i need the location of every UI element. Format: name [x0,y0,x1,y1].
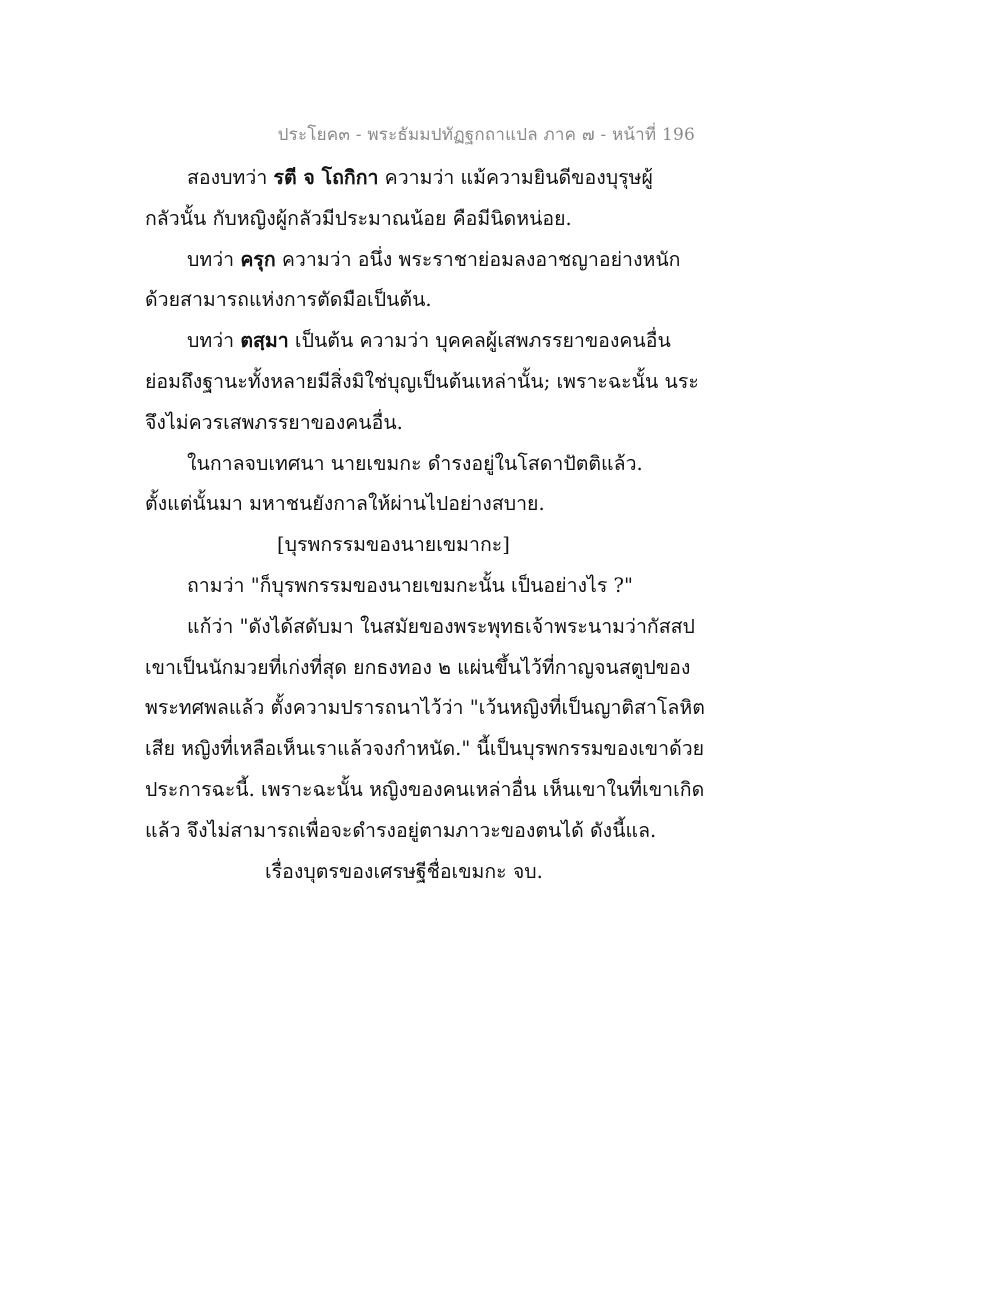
paragraph-3-line-2: ย่อมถึงฐานะทั้งหลายมีสิ่งมิใช่บุญเป็นต้นเหล่านั้น; เพราะฉะนั้น นระ [145,369,699,393]
paragraph-1-line-1 [145,158,705,199]
paragraph-6-line-4: เสีย หญิงที่เหลือเห็นเราแล้วจงกำหนัด." นี้เป็นบุรพกรรมของเขาด้วย [145,737,705,761]
section-heading: [บุรพกรรมของนายเขมากะ] [277,533,510,557]
paragraph-5-line-1: ถามว่า "ก็บุรพกรรมของนายเขมกะนั้น เป็นอย่างไร ?" [187,573,633,597]
paragraph-6-line-6: แล้ว จึงไม่สามารถเพื่อจะดำรงอยู่ตามภาวะของตนได้ ดังนี้แล. [145,818,657,842]
text-run: บทว่า [187,329,241,353]
text-run: บทว่า [187,247,241,271]
paragraph-6-line-1: แก้ว่า "ดังได้สดับมา ในสมัยของพระพุทธเจ้าพระนามว่ากัสสป [187,614,695,638]
running-header: ประโยค๓ - พระธัมมปทัฏฐกถาแปล ภาค ๗ - หน้าที่ 196 [277,125,695,145]
paragraph-6-line-3: พระทศพลแล้ว ตั้งความปรารถนาไว้ว่า "เว้นหญิงที่เป็นญาติสาโลหิต [145,696,705,720]
text-run: เป็นต้น ความว่า บุคคลผู้เสพภรรยาของคนอื่น [288,329,671,353]
pali-term: ตสฺมา [240,329,289,353]
text-run: ความว่า แม้ความยินดีของบุรุษผู้ [378,166,653,189]
text-run: ความว่า อนึ่ง พระราชาย่อมลงอาชญาอย่างหนัก [275,247,681,271]
paragraph-6-line-5: ประการฉะนี้. เพราะฉะนั้น หญิงของคนเหล่าอื่น เห็นเขาในที่เขาเกิด [145,777,705,801]
text-run: สองบทว่า [187,166,274,189]
paragraph-3-line-3: จึงไม่ควรเสพภรรยาของคนอื่น. [145,410,403,434]
pali-term: ครุก [240,247,276,271]
paragraph-1-line-2: กลัวนั้น กับหญิงผู้กลัวมีประมาณน้อย คือมีนิดหน่อย. [145,206,572,230]
paragraph-2-line-2: ด้วยสามารถแห่งการตัดมือเป็นต้น. [145,288,432,312]
paragraph-6-line-2: เขาเป็นนักมวยที่เก่งที่สุด ยกธงทอง ๒ แผ่นขึ้นไว้ที่กาญจนสตูปของ [145,655,691,679]
body-text [145,158,705,892]
paragraph-4-line-2: ตั้งแต่นั้นมา มหาชนยังกาลให้ผ่านไปอย่างสบาย. [145,492,545,516]
paragraph-2-line-1 [145,240,705,281]
paragraph-4-line-1: ในกาลจบเทศนา นายเขมกะ ดำรงอยู่ในโสดาปัตติแล้ว. [187,451,643,475]
paragraph-3-line-1 [145,321,705,362]
pali-term: รตี จ โถกิกา [273,166,379,189]
story-end-line: เรื่องบุตรของเศรษฐีชื่อเขมกะ จบ. [265,859,543,883]
